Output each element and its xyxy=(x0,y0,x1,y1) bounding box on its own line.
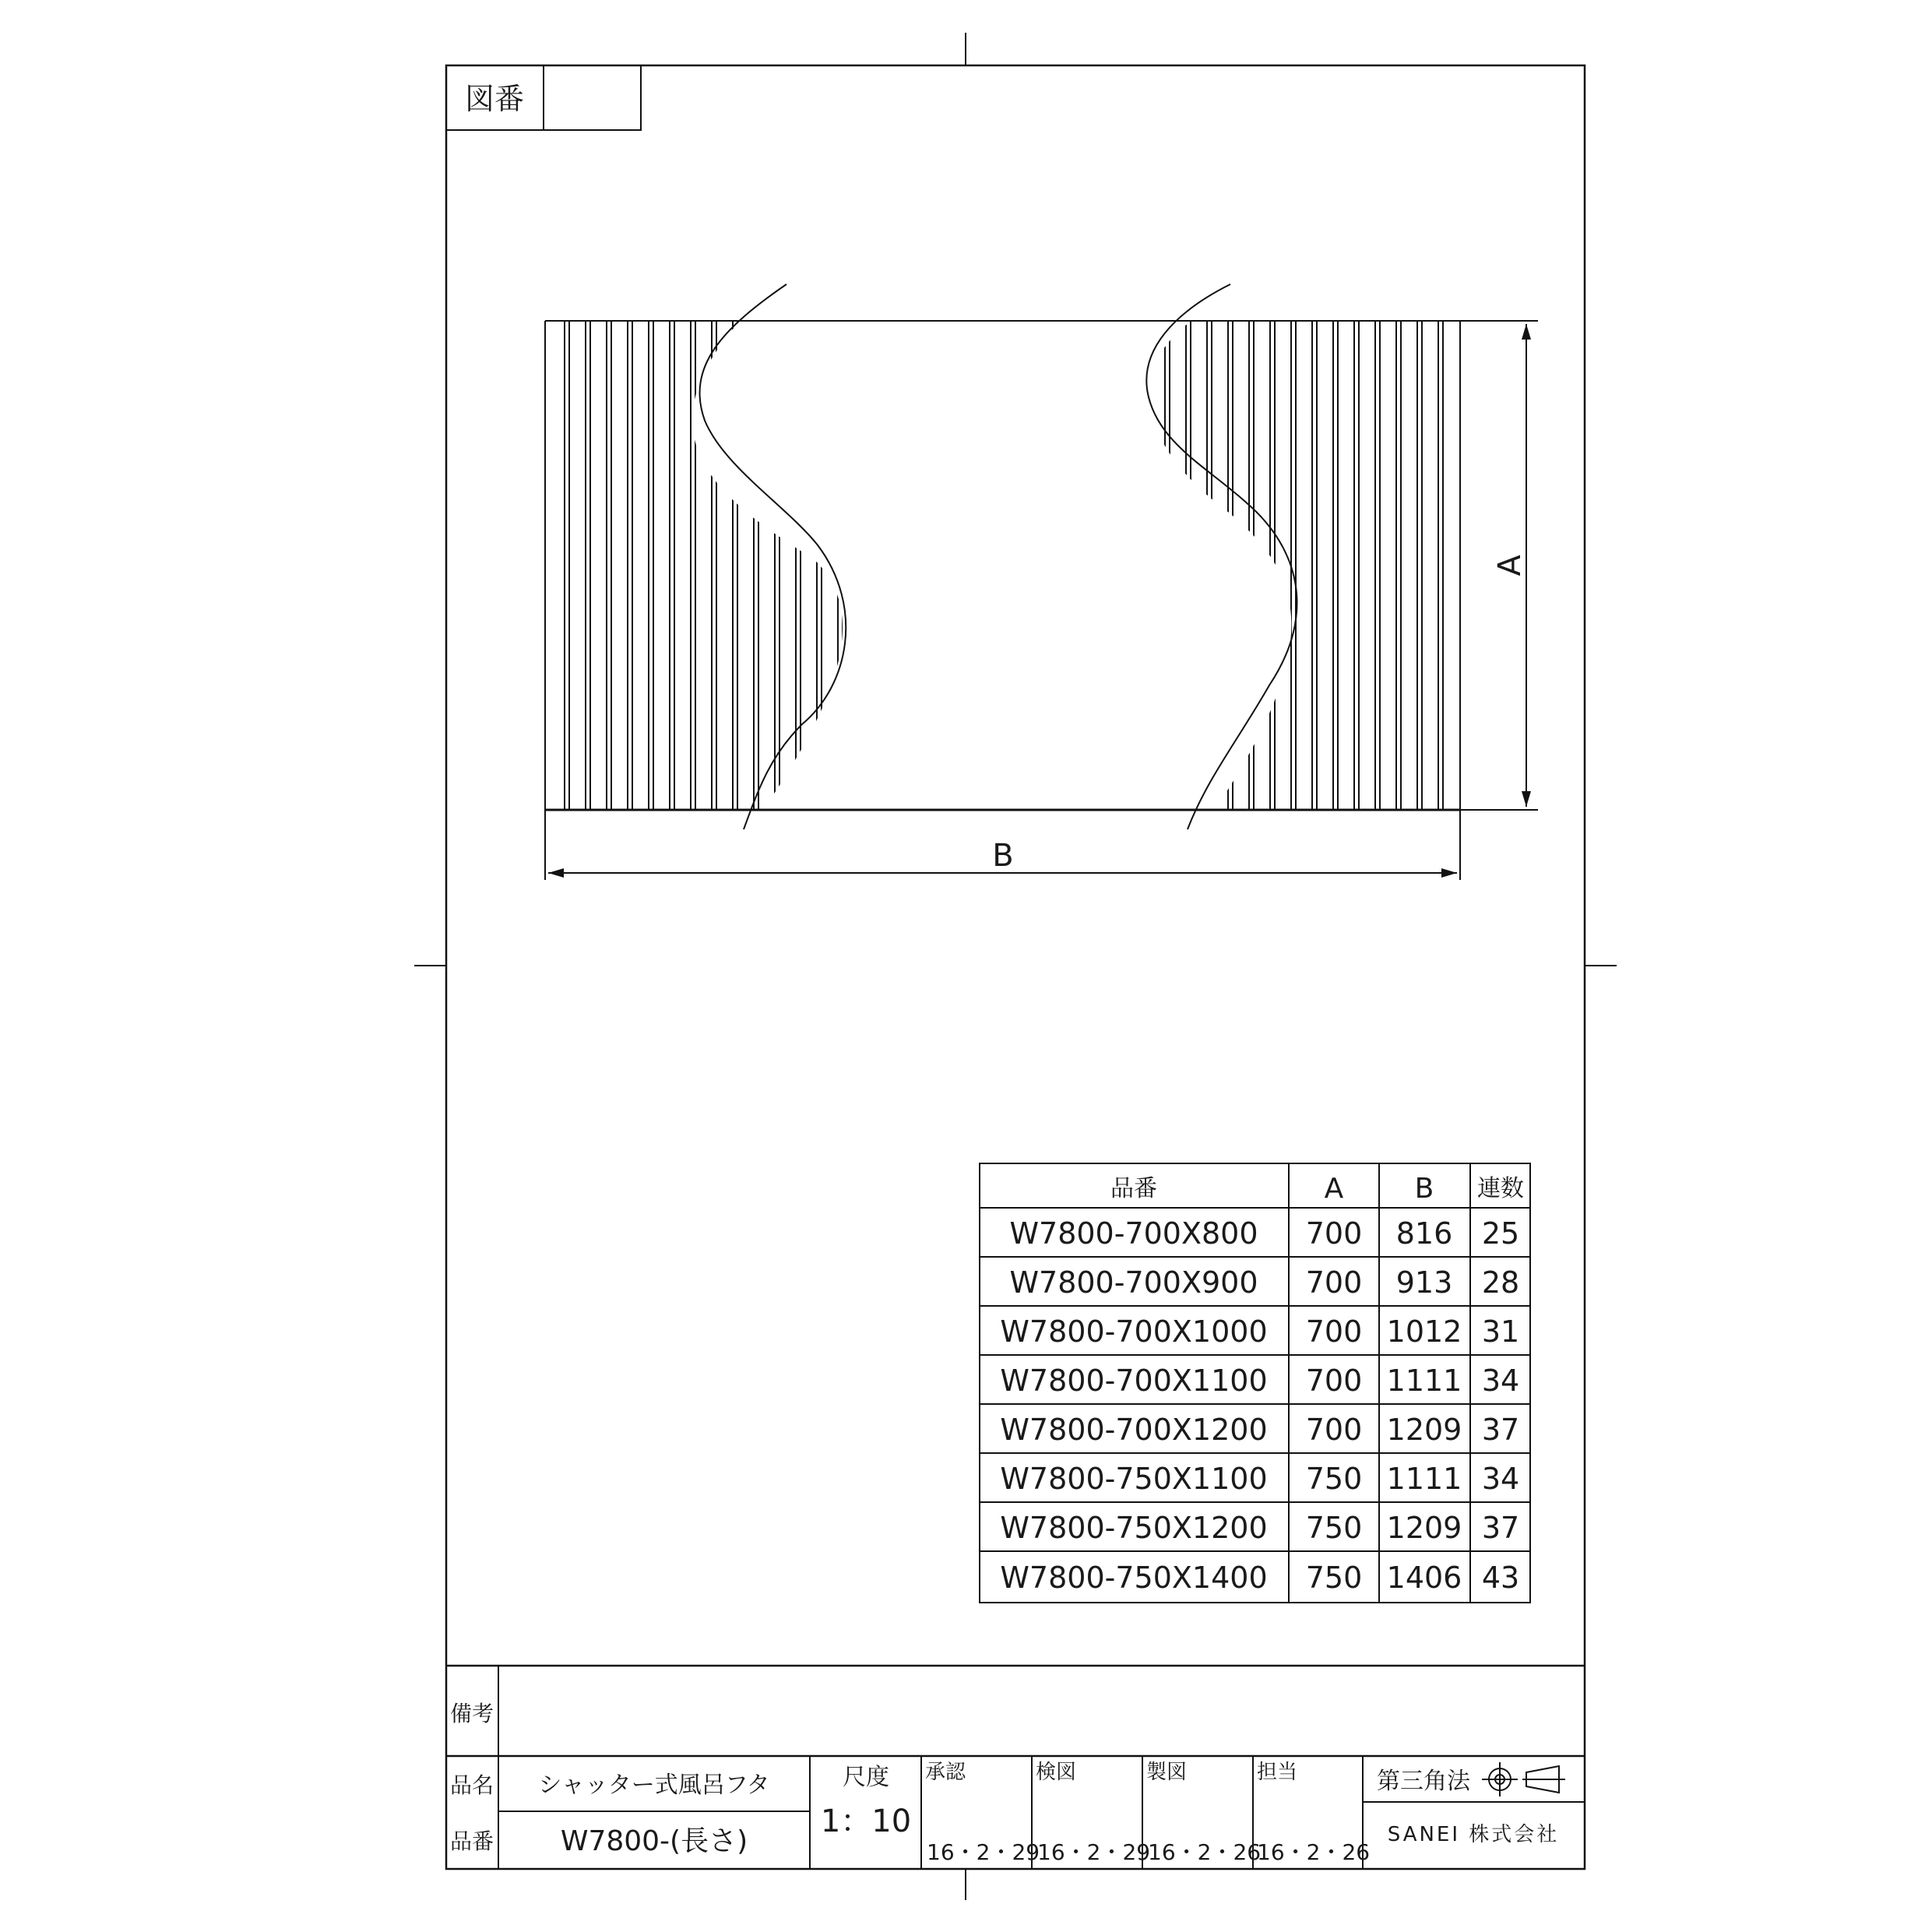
row-b: 1111 xyxy=(1386,1462,1462,1496)
drawing-number-label: 図番 xyxy=(464,82,525,116)
charge-date: 16・2・26 xyxy=(1257,1839,1371,1865)
projection-label: 第三角法 xyxy=(1377,1768,1470,1795)
dimension-b-label: B xyxy=(992,838,1014,874)
approval-date: 16・2・29 xyxy=(927,1839,1040,1865)
remarks-label: 備考 xyxy=(449,1701,494,1726)
right-rib-lines xyxy=(1144,321,1443,810)
row-a: 750 xyxy=(1305,1561,1363,1595)
row-a: 700 xyxy=(1305,1314,1363,1349)
row-part-number: W7800-700X1200 xyxy=(1000,1413,1268,1447)
row-b: 1406 xyxy=(1386,1561,1462,1595)
table-row xyxy=(1009,1265,1519,1300)
part-number-label: 品番 xyxy=(449,1828,494,1854)
dimension-a-label: A xyxy=(1492,554,1528,576)
row-part-number: W7800-750X1400 xyxy=(1000,1561,1268,1595)
row-part-number: W7800-700X1100 xyxy=(1000,1364,1268,1398)
row-a: 700 xyxy=(1305,1364,1363,1398)
check-label: 検図 xyxy=(1036,1761,1077,1784)
row-part-number: W7800-750X1100 xyxy=(1000,1462,1268,1496)
shutter-lid-drawing xyxy=(545,284,1460,829)
row-part-number: W7800-700X800 xyxy=(1009,1216,1258,1251)
row-count: 37 xyxy=(1481,1511,1520,1545)
header-count: 連数 xyxy=(1477,1175,1524,1202)
center-marks xyxy=(414,33,1617,1900)
row-count: 34 xyxy=(1481,1364,1520,1398)
drawing-number-box xyxy=(446,65,641,130)
product-name-value: シャッター式風呂フタ xyxy=(538,1772,770,1799)
spec-table-header xyxy=(1110,1173,1524,1205)
product-name-label: 品名 xyxy=(449,1772,494,1798)
row-count: 34 xyxy=(1481,1462,1520,1496)
row-part-number: W7800-750X1200 xyxy=(1000,1511,1268,1545)
row-a: 700 xyxy=(1305,1413,1363,1447)
table-row xyxy=(1000,1413,1519,1447)
table-row xyxy=(1000,1364,1519,1398)
third-angle-projection-icon xyxy=(1482,1762,1565,1797)
charge-label: 担当 xyxy=(1257,1761,1298,1784)
draft-date: 16・2・26 xyxy=(1148,1839,1262,1865)
row-count: 31 xyxy=(1481,1314,1520,1349)
draft-label: 製図 xyxy=(1146,1761,1188,1784)
row-count: 28 xyxy=(1481,1265,1520,1300)
table-row xyxy=(1000,1314,1519,1349)
row-b: 1209 xyxy=(1386,1511,1462,1545)
row-b: 1111 xyxy=(1386,1364,1462,1398)
title-block xyxy=(446,1666,1585,1869)
row-b: 1012 xyxy=(1386,1314,1462,1349)
row-a: 750 xyxy=(1305,1511,1363,1545)
row-b: 913 xyxy=(1395,1265,1453,1300)
row-count: 43 xyxy=(1481,1561,1520,1595)
header-a: A xyxy=(1324,1173,1344,1205)
header-b: B xyxy=(1414,1173,1434,1205)
table-row xyxy=(1000,1561,1519,1595)
company-name: SANEI 株式会社 xyxy=(1387,1823,1560,1846)
approval-label: 承認 xyxy=(925,1761,966,1784)
row-a: 700 xyxy=(1305,1265,1363,1300)
scale-label: 尺度 xyxy=(843,1764,889,1791)
row-count: 37 xyxy=(1481,1413,1520,1447)
table-row xyxy=(1000,1462,1519,1496)
row-part-number: W7800-700X1000 xyxy=(1000,1314,1268,1349)
row-count: 25 xyxy=(1481,1216,1520,1251)
left-break-line xyxy=(700,284,846,829)
table-row xyxy=(1009,1216,1519,1251)
spec-table xyxy=(980,1163,1530,1603)
part-number-value: W7800-(長さ) xyxy=(560,1825,748,1857)
scale-value: 1：10 xyxy=(820,1804,912,1839)
check-date: 16・2・29 xyxy=(1037,1839,1151,1865)
header-part-number: 品番 xyxy=(1110,1175,1157,1202)
row-part-number: W7800-700X900 xyxy=(1009,1265,1258,1300)
row-b: 1209 xyxy=(1386,1413,1462,1447)
row-a: 750 xyxy=(1305,1462,1363,1496)
table-row xyxy=(1000,1511,1519,1545)
row-a: 700 xyxy=(1305,1216,1363,1251)
sheet-border xyxy=(446,65,1585,1869)
row-b: 816 xyxy=(1395,1216,1453,1251)
left-rib-lines xyxy=(565,321,843,810)
